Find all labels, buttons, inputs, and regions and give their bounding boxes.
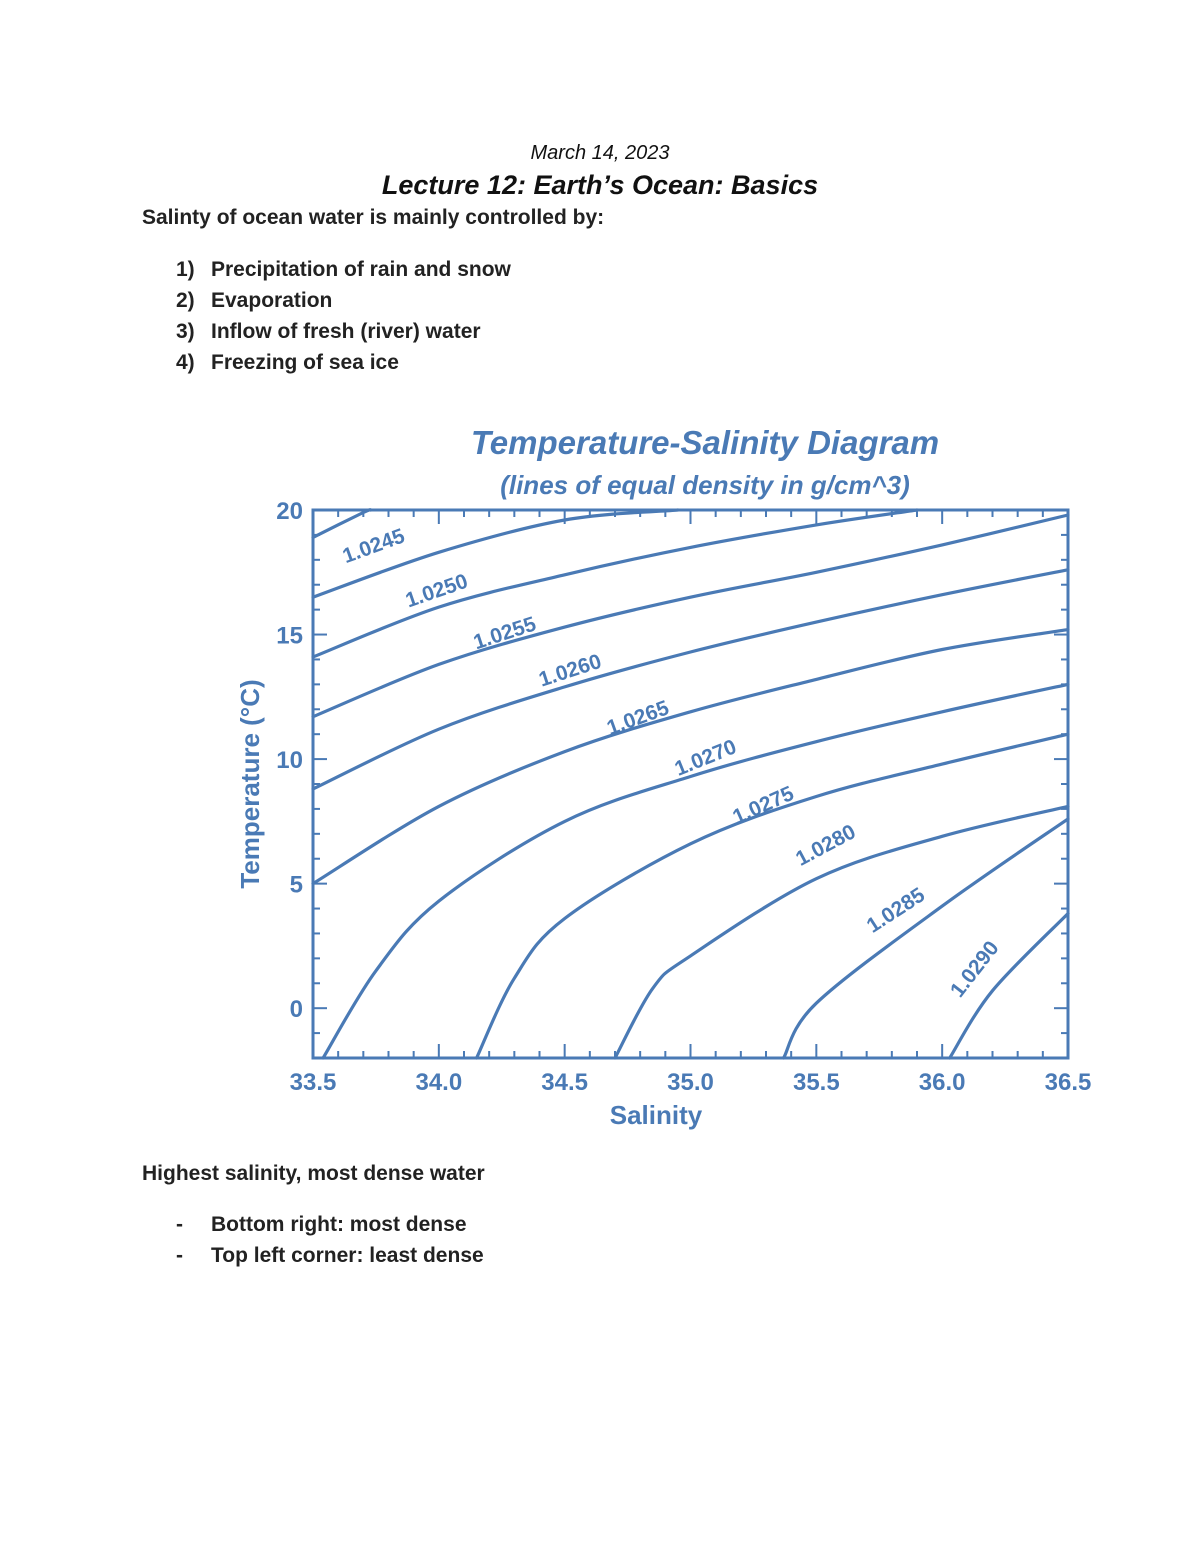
x-tick-label: 33.5 <box>289 1069 337 1096</box>
list-number: 1) <box>176 258 195 281</box>
density-labels <box>340 524 1004 1001</box>
y-tick-label: 15 <box>276 622 303 650</box>
x-tick-label: 34.5 <box>541 1069 589 1096</box>
page-title: Lecture 12: Earth’s Ocean: Basics <box>381 170 819 200</box>
density-curve <box>313 515 1068 717</box>
summary-text: Highest salinity, most dense water <box>142 1162 485 1185</box>
x-tick-label: 36.0 <box>918 1069 966 1096</box>
bullet-dash: - <box>176 1244 183 1267</box>
list-item <box>176 1210 484 1241</box>
salinity-factors-list <box>176 255 511 379</box>
density-notes-list <box>176 1210 484 1272</box>
x-tick-label: 35.0 <box>667 1069 714 1096</box>
density-label: 1.0245 <box>339 524 408 569</box>
chart-title: Temperature-Salinity Diagram <box>470 424 940 461</box>
chart-subtitle: (lines of equal density in g/cm^3) <box>500 470 910 500</box>
list-item-text: Evaporation <box>211 289 333 312</box>
list-item <box>176 317 511 348</box>
density-label: 1.0255 <box>470 612 539 655</box>
x-axis-label: Salinity <box>609 1100 703 1130</box>
list-item <box>176 1241 484 1272</box>
y-tick-label: 20 <box>276 498 303 525</box>
density-curve <box>313 510 371 538</box>
list-item-text: Bottom right: most dense <box>211 1213 467 1236</box>
list-item <box>176 286 511 317</box>
lecture-date: March 14, 2023 <box>530 142 670 164</box>
list-item <box>176 255 511 286</box>
y-tick-label: 0 <box>289 996 303 1024</box>
density-label: 1.0285 <box>862 883 930 938</box>
list-number: 3) <box>176 320 195 343</box>
density-label: 1.0250 <box>402 569 471 613</box>
density-label: 1.0280 <box>792 820 860 871</box>
y-axis-label: Temperature (°C) <box>235 679 265 889</box>
x-tick-label: 35.5 <box>792 1069 840 1096</box>
density-label: 1.0265 <box>603 696 673 740</box>
list-number: 4) <box>176 351 195 374</box>
list-item-text: Top left corner: least dense <box>211 1244 484 1267</box>
intro-text: Salinty of ocean water is mainly controlled by: <box>142 206 605 229</box>
x-tick-label: 36.5 <box>1044 1069 1092 1096</box>
ts-diagram-figure <box>225 412 1110 1147</box>
y-tick-label: 10 <box>276 747 303 775</box>
bullet-dash: - <box>176 1213 183 1236</box>
list-item <box>176 348 511 379</box>
density-label: 1.0290 <box>945 936 1004 1002</box>
y-tick-label: 5 <box>289 871 303 899</box>
list-item-text: Freezing of sea ice <box>211 351 399 374</box>
density-label: 1.0275 <box>729 781 798 830</box>
ts-diagram-chart <box>225 412 1110 1147</box>
density-label: 1.0270 <box>671 735 740 781</box>
list-item-text: Precipitation of rain and snow <box>211 258 511 281</box>
density-curve <box>313 510 917 657</box>
x-tick-label: 34.0 <box>415 1069 463 1096</box>
density-label: 1.0260 <box>536 649 605 692</box>
density-curve <box>323 684 1068 1058</box>
list-item-text: Inflow of fresh (river) water <box>211 320 481 343</box>
list-number: 2) <box>176 289 195 312</box>
